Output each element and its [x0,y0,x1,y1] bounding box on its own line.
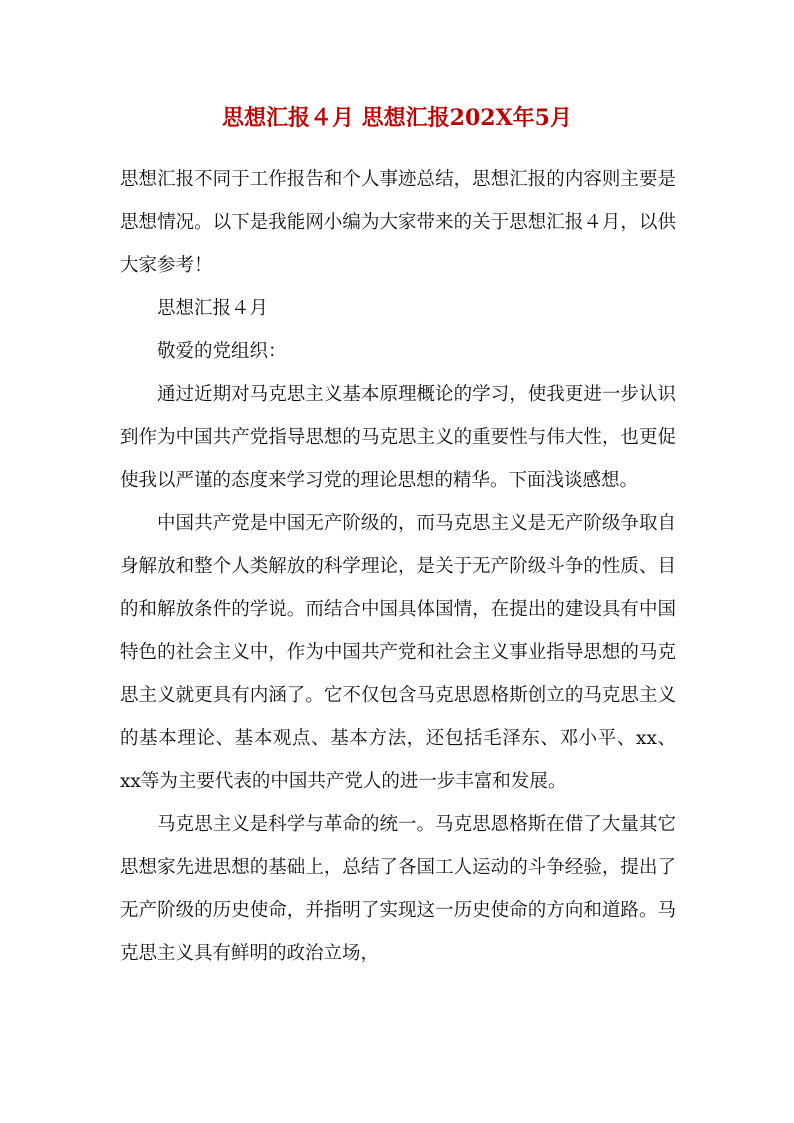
document-title: 思想汇报４月 思想汇报202X年5月 [222,105,572,131]
document-body [120,158,676,975]
body-paragraph: 马克思主义是科学与革命的统一。马克思恩格斯在借了大量其它思想家先进思想的基础上，总结了各国工人运动的斗争经验，提出了无产阶级的历史使命，并指明了实现这一历史使命的方向和道路。马克思主义具有鲜明的政治立场， [120,814,676,964]
intro-paragraph: 思想汇报不同于工作报告和个人事迹总结，思想汇报的内容则主要是思想情况。以下是我能网小编为大家带来的关于思想汇报４月，以供大家参考！ [120,169,676,276]
body-paragraph: 通过近期对马克思主义基本原理概论的学习，使我更进一步认识到作为中国共产党指导思想的马克思主义的重要性与伟大性，也更促使我以严谨的态度来学习党的理论思想的精华。下面浅谈感想。 [120,384,676,491]
section-heading: 思想汇报４月 [157,298,269,319]
body-paragraph: 中国共产党是中国无产阶级的，而马克思主义是无产阶级争取自身解放和整个人类解放的科学理论，是关于无产阶级斗争的性质、目的和解放条件的学说。而结合中国具体国情，在提出的建设具有中国特色的社会主义中，作为中国共产党和社会主义事业指导思想的马克思主义就更具有内涵了。它不仅包含马克思恩格斯创立的马克思主义的基本理论、基本观点、基本方法，还包括毛泽东、邓小平、xx、xx等为主要代表的中国共产党人的进一步丰富和发展。 [120,513,676,792]
salutation: 敬爱的党组织： [157,341,287,362]
